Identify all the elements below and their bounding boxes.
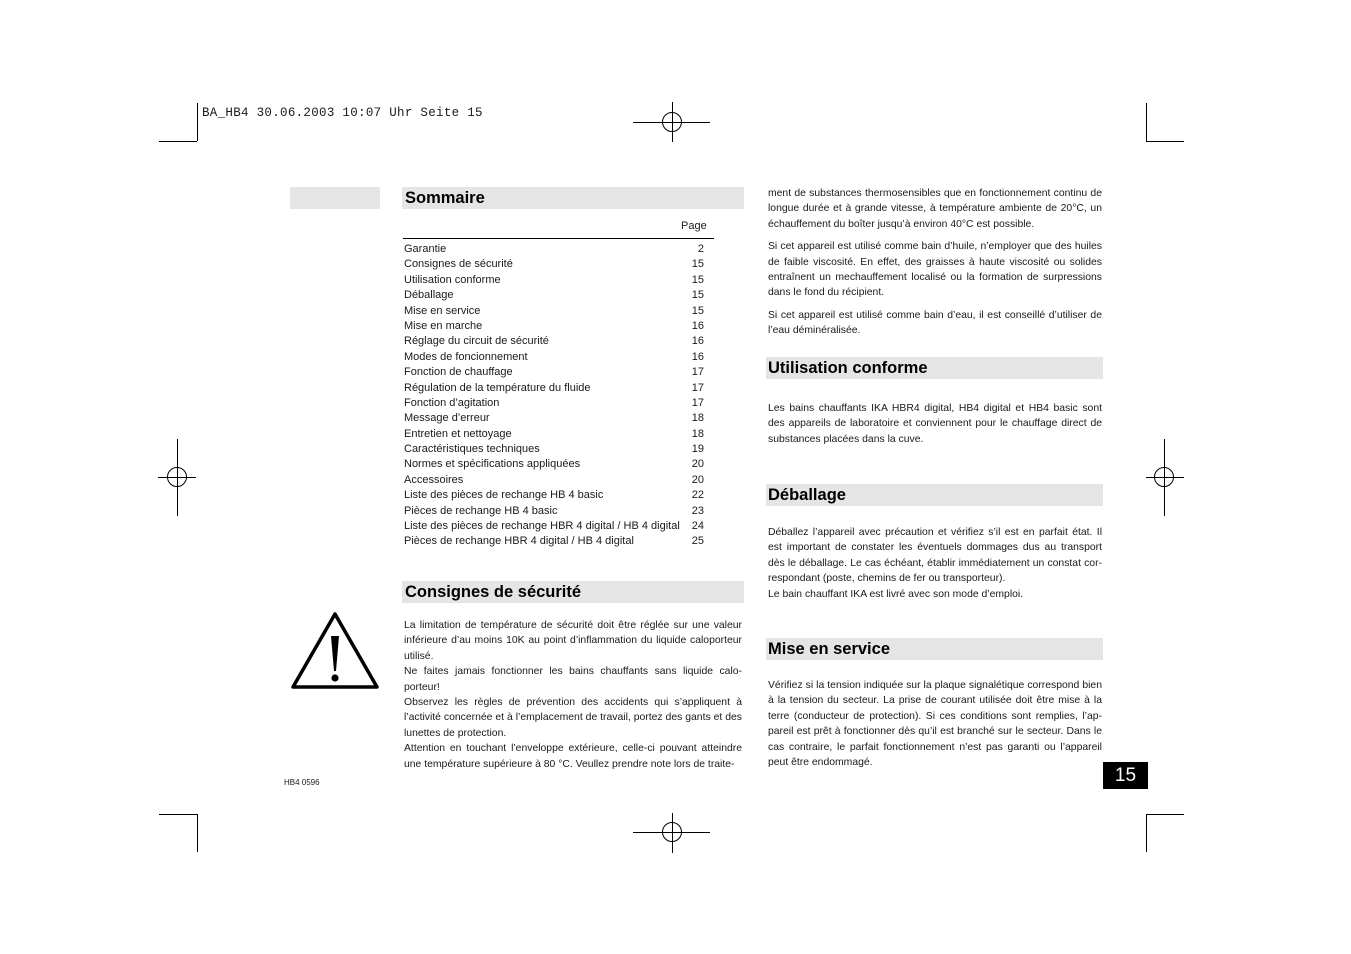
mise-en-service-text: Vérifiez si la tension indiquée sur la plaque signalétique correspond bien à la tension du secteur. La prise de courant utilisée doit être mise à la terre (conducteur de protection). Si ces conditions sont remplies, l’appareil est prêt à fonctionner dès qu’il est branché sur le secteur. Dans le cas contraire, le parfait fonctionnement n’est pas garanti ou l’appareil peut être endommagé. (768, 680, 1102, 769)
safety-paragraph: ment de substances thermosensibles que en fonctionnement continu de longue durée et à grande vitesse, à température ambiente de 20°C, un échauffement du boîter jusqu’à environ 40°C est possible. (768, 188, 1102, 230)
consignes-paragraph: Ne faites jamais fonctionner les bains chauffants sans liquide caloporteur! (404, 666, 742, 693)
toc-entry-page: 17 (691, 396, 704, 409)
toc-row (404, 411, 704, 426)
toc-entry-page: 16 (691, 335, 704, 348)
toc-entry-page: 18 (691, 412, 704, 425)
toc-entry-label: Accessoires (404, 473, 464, 486)
toc-row (404, 457, 704, 472)
toc-entry-label: Réglage du circuit de sécurité (404, 335, 549, 348)
mise-en-service-title: Mise en service (768, 640, 890, 658)
toc-row (404, 350, 704, 365)
toc-entry-page: 15 (691, 289, 704, 302)
toc-row (404, 257, 704, 272)
toc-row (404, 427, 704, 442)
toc-entry-page: 2 (697, 243, 704, 255)
deballage-paragraph: Le bain chauffant IKA est livré avec son mode d’emploi. (768, 588, 1024, 600)
toc-row (404, 319, 704, 334)
print-header: BA_HB4 30.06.2003 10:07 Uhr Seite 15 (202, 106, 483, 120)
toc-row (404, 488, 704, 503)
toc-entry-label: Fonction d’agitation (404, 396, 500, 409)
safety-continued-text (768, 186, 1102, 339)
toc-entry-label: Fonction de chauffage (404, 366, 513, 379)
utilisation-text: Les bains chauffants IKA HBR4 digital, HB4 digital et HB4 basic sont des appareils de laboratoire et conviennent pour le chauffage direct de substances placées dans la cuve. (768, 403, 1102, 445)
consignes-paragraph: La limitation de température de sécurité doit être réglée sur une valeur inférieure d’au moins 10K au point d’inflammation du liquide caloporteur utilisé. (404, 620, 742, 662)
utilisation-title: Utilisation conforme (768, 359, 928, 377)
toc-row (404, 396, 704, 411)
deballage-text (768, 525, 1102, 602)
toc-entry-page: 22 (691, 489, 704, 502)
toc-entry-label: Consignes de sécurité (404, 258, 513, 271)
toc-entry-page: 20 (691, 458, 704, 471)
toc-row (404, 273, 704, 288)
toc-entry-label: Message d’erreur (404, 412, 490, 425)
toc-row (404, 473, 704, 488)
toc-row (404, 442, 704, 457)
page-number: 15 (1103, 762, 1148, 789)
toc-entry-label: Utilisation conforme (404, 273, 501, 286)
consignes-title: Consignes de sécurité (405, 583, 582, 601)
toc-row (404, 304, 704, 319)
toc-rule (403, 238, 714, 239)
toc-entry-label: Pièces de rechange HBR 4 digital / HB 4 digital (404, 535, 634, 548)
toc-row (404, 519, 704, 534)
toc-entry-page: 23 (691, 504, 704, 517)
toc-entry-page: 16 (691, 350, 704, 363)
consignes-text (404, 618, 742, 772)
toc-entry-label: Mise en marche (404, 319, 483, 332)
toc-entry-label: Normes et spécifications appliquées (404, 458, 581, 471)
margin-bar (290, 187, 380, 209)
toc-entry-label: Mise en service (404, 304, 481, 317)
toc-row (404, 504, 704, 519)
toc-row (404, 365, 704, 380)
toc-entry-page: 25 (691, 535, 704, 548)
toc-row (404, 242, 704, 257)
toc-entry-label: Liste des pièces de rechange HB 4 basic (404, 489, 604, 502)
page-column-label: Page (681, 220, 707, 232)
consignes-paragraph: Observez les règles de prévention des accidents qui s’appliquent à l’activité concernée et à l’emplacement de travail, portez des gants et des lunettes de protection. (404, 697, 742, 739)
toc-entry-page: 15 (691, 258, 704, 271)
toc-entry-page: 15 (691, 304, 704, 317)
toc-row (404, 381, 704, 396)
toc-row (404, 334, 704, 349)
toc-entry-label: Déballage (404, 289, 454, 302)
toc-entry-label: Garantie (404, 243, 447, 255)
safety-paragraph: Si cet appareil est utilisé comme bain d’eau, il est conseillé d’utiliser de l’eau déminéralisée. (768, 309, 1102, 337)
toc-entry-label: Modes de foncionnement (404, 350, 528, 363)
toc-entry-label: Régulation de la température du fluide (404, 381, 591, 394)
toc-entry-page: 20 (691, 473, 704, 486)
deballage-paragraph: Déballez l’appareil avec précaution et vérifiez s’il est en parfait état. Il est important de constater les éventuels dommages dus au transport dès le déballage. Le cas échéant, établir immédiatement un constat correspondant (poste, chemins de fer ou transporteur). (768, 527, 1102, 585)
safety-paragraph: Si cet appareil est utilisé comme bain d’huile, n’employer que des huiles de faible viscosité. En effet, des graisses à haute viscosité ou solides entraînent un mechauffement localisé ou la formation de surpressions dans le fond du récipient. (768, 241, 1102, 299)
toc-row (404, 534, 704, 549)
toc-row (404, 288, 704, 303)
warning-icon (290, 611, 380, 691)
consignes-paragraph: Attention en touchant l’enveloppe extérieure, celle-ci pouvant atteindre une température supérieure à 80 °C. Veullez prendre note lors de traite- (404, 743, 742, 770)
toc-entry-page: 18 (691, 427, 704, 440)
table-of-contents (404, 242, 704, 550)
toc-entry-page: 17 (691, 366, 704, 379)
toc-entry-page: 16 (691, 319, 704, 332)
toc-entry-label: Liste des pièces de rechange HBR 4 digital / HB 4 digital (404, 520, 680, 533)
toc-entry-label: Caractéristiques techniques (404, 443, 540, 456)
footer-code: HB4 0596 (284, 778, 320, 787)
toc-entry-label: Pièces de rechange HB 4 basic (404, 504, 558, 517)
toc-entry-label: Entretien et nettoyage (404, 427, 512, 440)
toc-entry-page: 24 (691, 520, 704, 533)
deballage-title: Déballage (768, 486, 846, 504)
sommaire-title: Sommaire (405, 189, 485, 207)
toc-entry-page: 15 (691, 273, 704, 286)
toc-entry-page: 17 (691, 381, 704, 394)
toc-entry-page: 19 (691, 443, 704, 456)
